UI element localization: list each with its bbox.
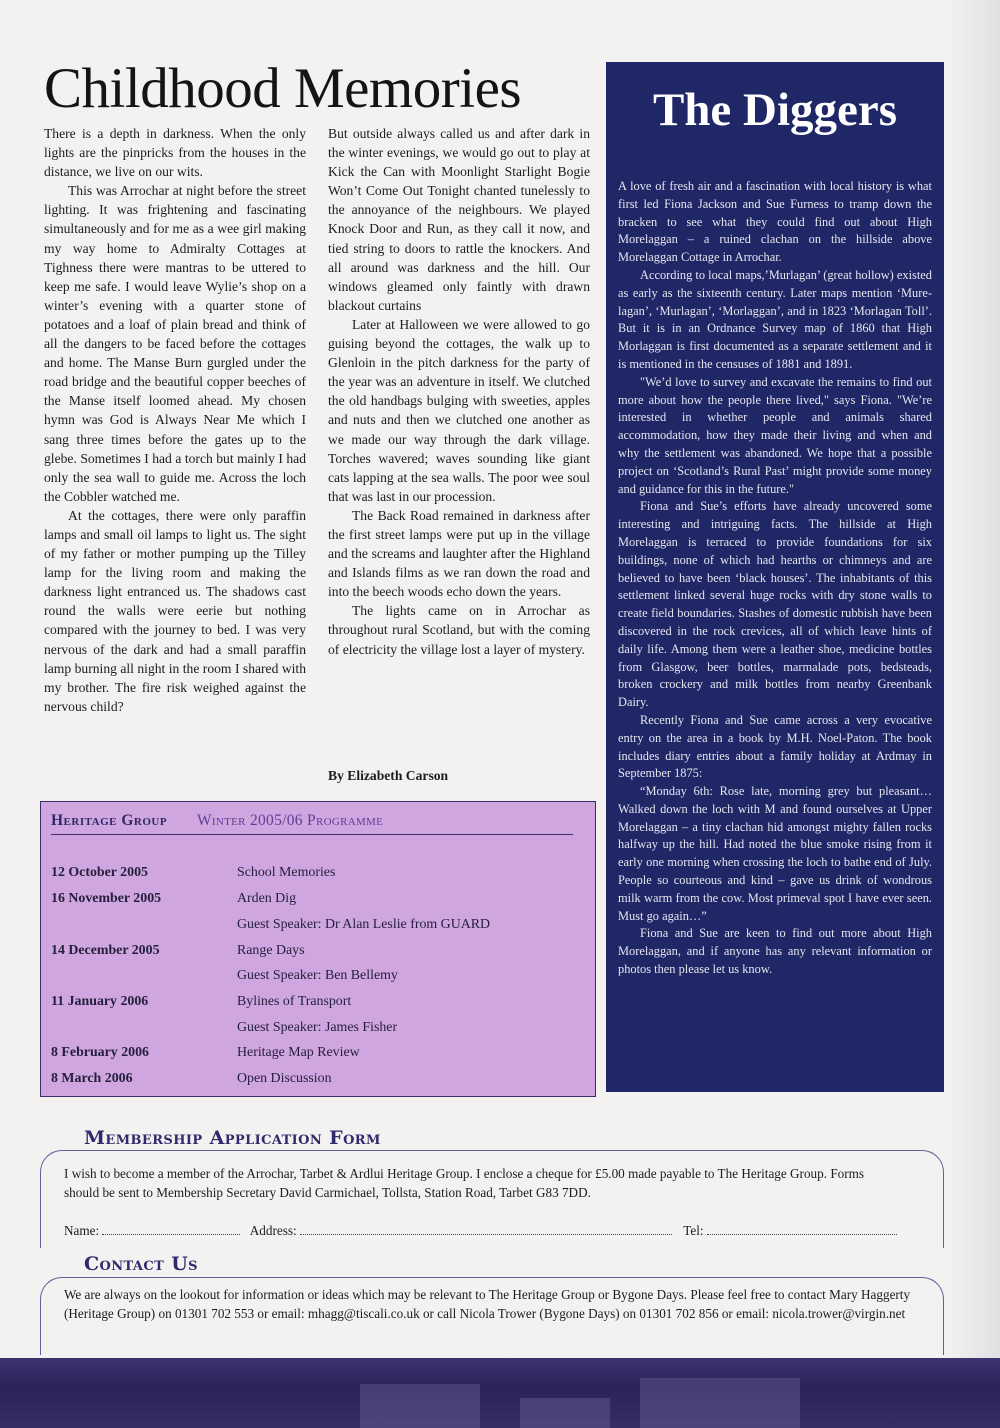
diggers-body bbox=[618, 178, 932, 979]
article-paragraph: At the cottages, there were only paraffin lamps and small oil lamps to light us. The sight of my father or mother pumping up the Tilley lamp for the living room and making the darkness light entranced us. The shadows cast round the walls were eerie but nothing compared with the journey to bed. I was very nervous of the dark and had a small paraffin lamp burning all night in the room I shared with my brother. The fire risk weighed against the nervous child? bbox=[44, 507, 306, 714]
article-paragraph: Later at Halloween we were allowed to go guising beyond the cottages, the walk up to Glenloin in the pitch darkness for the party of the year was an adventure in itself. We clutched the old handbags bulging with sweeties, apples and nuts and then we clutched one another as we made our way through the dark village. Torches wavered; waves sounding like giant cats lapping at the sea walls. The poor wee soul that was last in our procession. bbox=[328, 316, 590, 504]
programme-date: 14 December 2005 bbox=[51, 943, 160, 958]
childhood-memories-title: Childhood Memories bbox=[44, 57, 522, 120]
programme-event: Guest Speaker: Dr Alan Leslie from GUARD bbox=[237, 917, 491, 932]
article-byline: By Elizabeth Carson bbox=[328, 768, 449, 783]
programme-header bbox=[51, 812, 573, 835]
diggers-paragraph: “Monday 6th: Rose late, morning grey but pleasant… Walked down the loch with M and found ourselves at Upper Morelaggan – a tiny clachan hid amongst mighty fallen rocks halfway up the hill. Had noted the blue smoke rising from it early one morning when crossing the loch to bathe end of July. People so courteous and kind – gave us drink of wondrous milk warm from the cow. Most primeval spot I have ever seen. Must go again…” bbox=[618, 784, 932, 923]
diggers-article-box bbox=[606, 62, 944, 1092]
programme-date: 16 November 2005 bbox=[51, 891, 162, 906]
programme-event: Open Discussion bbox=[237, 1071, 332, 1086]
bottom-photo-band bbox=[0, 1358, 1000, 1428]
article-column-2 bbox=[328, 124, 590, 659]
programme-event: School Memories bbox=[237, 865, 336, 880]
article-column-1 bbox=[44, 124, 306, 716]
article-paragraph: The lights came on in Arrochar as throughout rural Scotland, but with the coming of electricity the village lost a layer of mystery. bbox=[328, 603, 590, 657]
name-field[interactable] bbox=[102, 1224, 240, 1235]
membership-title: Membership Application Form bbox=[84, 1127, 381, 1149]
address-label: Address: bbox=[249, 1223, 297, 1238]
diggers-title: The Diggers bbox=[652, 84, 898, 136]
programme-group-label: Heritage Group bbox=[51, 812, 168, 829]
diggers-paragraph: Recently Fiona and Sue came across a very evocative entry on the area in a book by M.H. Noel-Paton. The book includes diary entries about a family holiday at Ardmay in September 1875: bbox=[618, 712, 932, 781]
programme-box bbox=[40, 801, 596, 1097]
article-paragraph: There is a depth in darkness. When the only lights are the pinpricks from the houses in the distance, we live on our wits. bbox=[44, 126, 306, 180]
programme-event: Range Days bbox=[237, 943, 305, 958]
diggers-paragraph: According to local maps,’Murlagan’ (great hollow) existed as early as the sixteenth century. Later maps mention ‘Mure-lagan’, ‘Murlagan’, ‘Morlaggan’, and in 1823 ‘Morlagan Toll’. But it is in an Ordnance Survey map of 1860 that High Morlaggan is first documented as a separate settlement and it is mentioned in the censuses of 1881 and 1891. bbox=[618, 267, 932, 371]
name-label: Name: bbox=[64, 1223, 100, 1238]
contact-title: Contact Us bbox=[84, 1253, 198, 1275]
diggers-paragraph: A love of fresh air and a fascination with local history is what first led Fiona Jackson and Sue Furness to tramp down the bracken to see what they could find out about High Morelaggan – a ruined clachan on the hillside above Morelaggan Cottage in Arrochar. bbox=[618, 179, 932, 265]
programme-date: 8 February 2006 bbox=[51, 1045, 149, 1060]
article-paragraph: But outside always called us and after dark in the winter evenings, we would go out to play at Kick the Can with Moonlight Starlight Bogie Won’t Come Out Tonight chanted tunelessly to the annoyance of the neighbours. We played Knock Door and Run, as they call it now, and tied string to doors to rattle the knockers. And all around was darkness and the hill. Our windows gleamed only faintly with drawn blackout curtains bbox=[328, 126, 590, 313]
programme-event: Bylines of Transport bbox=[237, 994, 352, 1009]
diggers-paragraph: Fiona and Sue’s efforts have already uncovered some interesting and intriguing facts. The hillside at High Morelaggan is terraced to provide foundations for six buildings, none of which had hearths or chimneys and are believed to have been ‘black houses’. The inhabitants of this settlement linked several huge rocks with dry stone walls to create field boundaries. Stashes of domestic rubbish have been discovered in the rock crevices, all of which leave hints of daily life. Among them were a leather shoe, medicine bottles from Glasgow, beer bottles, marmalade pots, bedsteads, broken crockery and milk bottles from nearby Greenbank Dairy. bbox=[618, 499, 932, 710]
programme-event: Heritage Map Review bbox=[237, 1045, 360, 1060]
membership-fields bbox=[64, 1221, 924, 1240]
diggers-paragraph: Fiona and Sue are keen to find out more about High Morelaggan, and if anyone has any relevant information or photos then please let us know. bbox=[618, 926, 932, 977]
programme-date: 11 January 2006 bbox=[51, 994, 149, 1009]
page-edge-shadow bbox=[944, 0, 1000, 1360]
programme-date: 8 March 2006 bbox=[51, 1071, 133, 1086]
band-building-silhouette bbox=[640, 1378, 800, 1428]
tel-label: Tel: bbox=[683, 1223, 704, 1238]
programme-event: Guest Speaker: James Fisher bbox=[237, 1020, 398, 1035]
article-paragraph: The Back Road remained in darkness after the first street lamps were put up in the village and the screams and laughter after the Highland and Islands films as we ran down the road and into the beech woods echo down the years. bbox=[328, 507, 590, 600]
tel-field[interactable] bbox=[707, 1224, 897, 1235]
programme-date: 12 October 2005 bbox=[51, 865, 148, 880]
programme-event: Arden Dig bbox=[237, 891, 297, 906]
programme-season-label: Winter 2005/06 Programme bbox=[196, 812, 384, 829]
band-building-silhouette bbox=[360, 1384, 480, 1428]
diggers-paragraph: "We’d love to survey and excavate the remains to find out more about how the people there lived," says Fiona. "We’re interested in whether people and animals shared accommodation, how they made their living and when and why the settlement was abandoned. We hope that a possible project on ‘Scotland’s Rural Past’ might provide some money and guidance for this in the future." bbox=[618, 374, 932, 496]
programme-event: Guest Speaker: Ben Bellemy bbox=[237, 968, 398, 983]
band-building-silhouette bbox=[520, 1398, 610, 1428]
article-paragraph: This was Arrochar at night before the street lighting. It was frightening and fascinating simultaneously and for me as a wee girl making my way home to Admiralty Cottages at Tighness there were mantras to be uttered to keep me safe. I would leave Wylie’s shop on a winter’s evening with a quarter stone of potatoes and a loaf of plain bread and think of all the dangers to be faced before the cottages and home. The Manse Burn gurgled under the road bridge and the beautiful copper beeches of the Manse itself loomed ahead. My chosen hymn was God is Always Near Me which I sang three times before the gates up to the glebe. Sometimes I had a torch but mainly I had only the sea wall to guide me. Across the loch the Cobbler watched me. bbox=[44, 183, 306, 504]
contact-text: We are always on the lookout for information or ideas which may be relevant to The Heritage Group or Bygone Days. Please feel free to contact Mary Haggerty (Heritage Group) on 01301 702 553 or email: mhagg@tiscali.co.uk or call Nicola Trower (Bygone Days) on 01301 702 856 or email: nicola.trower@virgin.net bbox=[64, 1287, 911, 1321]
address-field[interactable] bbox=[300, 1224, 672, 1235]
membership-text: I wish to become a member of the Arrochar, Tarbet & Ardlui Heritage Group. I enclose a cheque for £5.00 made payable to The Heritage Group. Forms should be sent to Membership Secretary David Carmichael, Tollsta, Station Road, Tarbet G83 7DD. bbox=[64, 1166, 865, 1200]
